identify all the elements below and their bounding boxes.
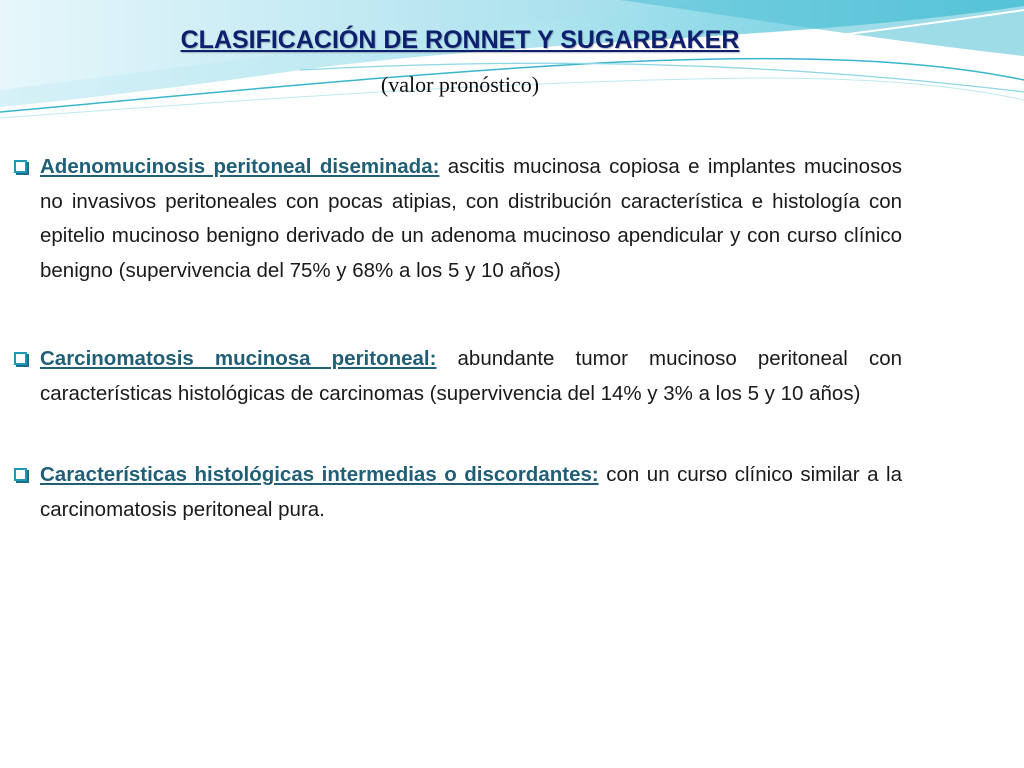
item-description: con un curso clínico similar a la carcinomatosis peritoneal pura. [40, 463, 902, 521]
item-term: Adenomucinosis peritoneal diseminada: [40, 155, 440, 178]
checkbox-bullet-icon [14, 352, 27, 365]
item-term: Características histológicas intermedias o discordantes: [40, 463, 599, 486]
item-description: ascitis mucinosa copiosa e implantes mucinosos no invasivos peritoneales con pocas atipias, con distribución característica e histología con epitelio mucinoso benigno derivado de un adenoma mucinoso apendicular y con curso clínico benigno (supervivencia del 75% y 68% a los 5 y 10 años) [40, 155, 902, 282]
list-item-carcinomatosis [12, 342, 902, 411]
slide-subtitle: (valor pronóstico) [380, 72, 540, 97]
checkbox-bullet-icon [14, 160, 27, 173]
item-description: abundante tumor mucinoso peritoneal con características histológicas de carcinomas (supervivencia del 14% y 3% a los 5 y 10 años) [40, 347, 902, 405]
bullet-list [12, 150, 902, 527]
checkbox-bullet-icon [14, 468, 27, 481]
list-item-intermedias [12, 458, 902, 527]
slide-title: CLASIFICACIÓN DE RONNET Y SUGARBAKER [180, 26, 740, 54]
item-term: Carcinomatosis mucinosa peritoneal: [40, 347, 437, 370]
wave-header-decoration [0, 0, 1024, 140]
list-item-adenomucinosis [12, 150, 902, 288]
